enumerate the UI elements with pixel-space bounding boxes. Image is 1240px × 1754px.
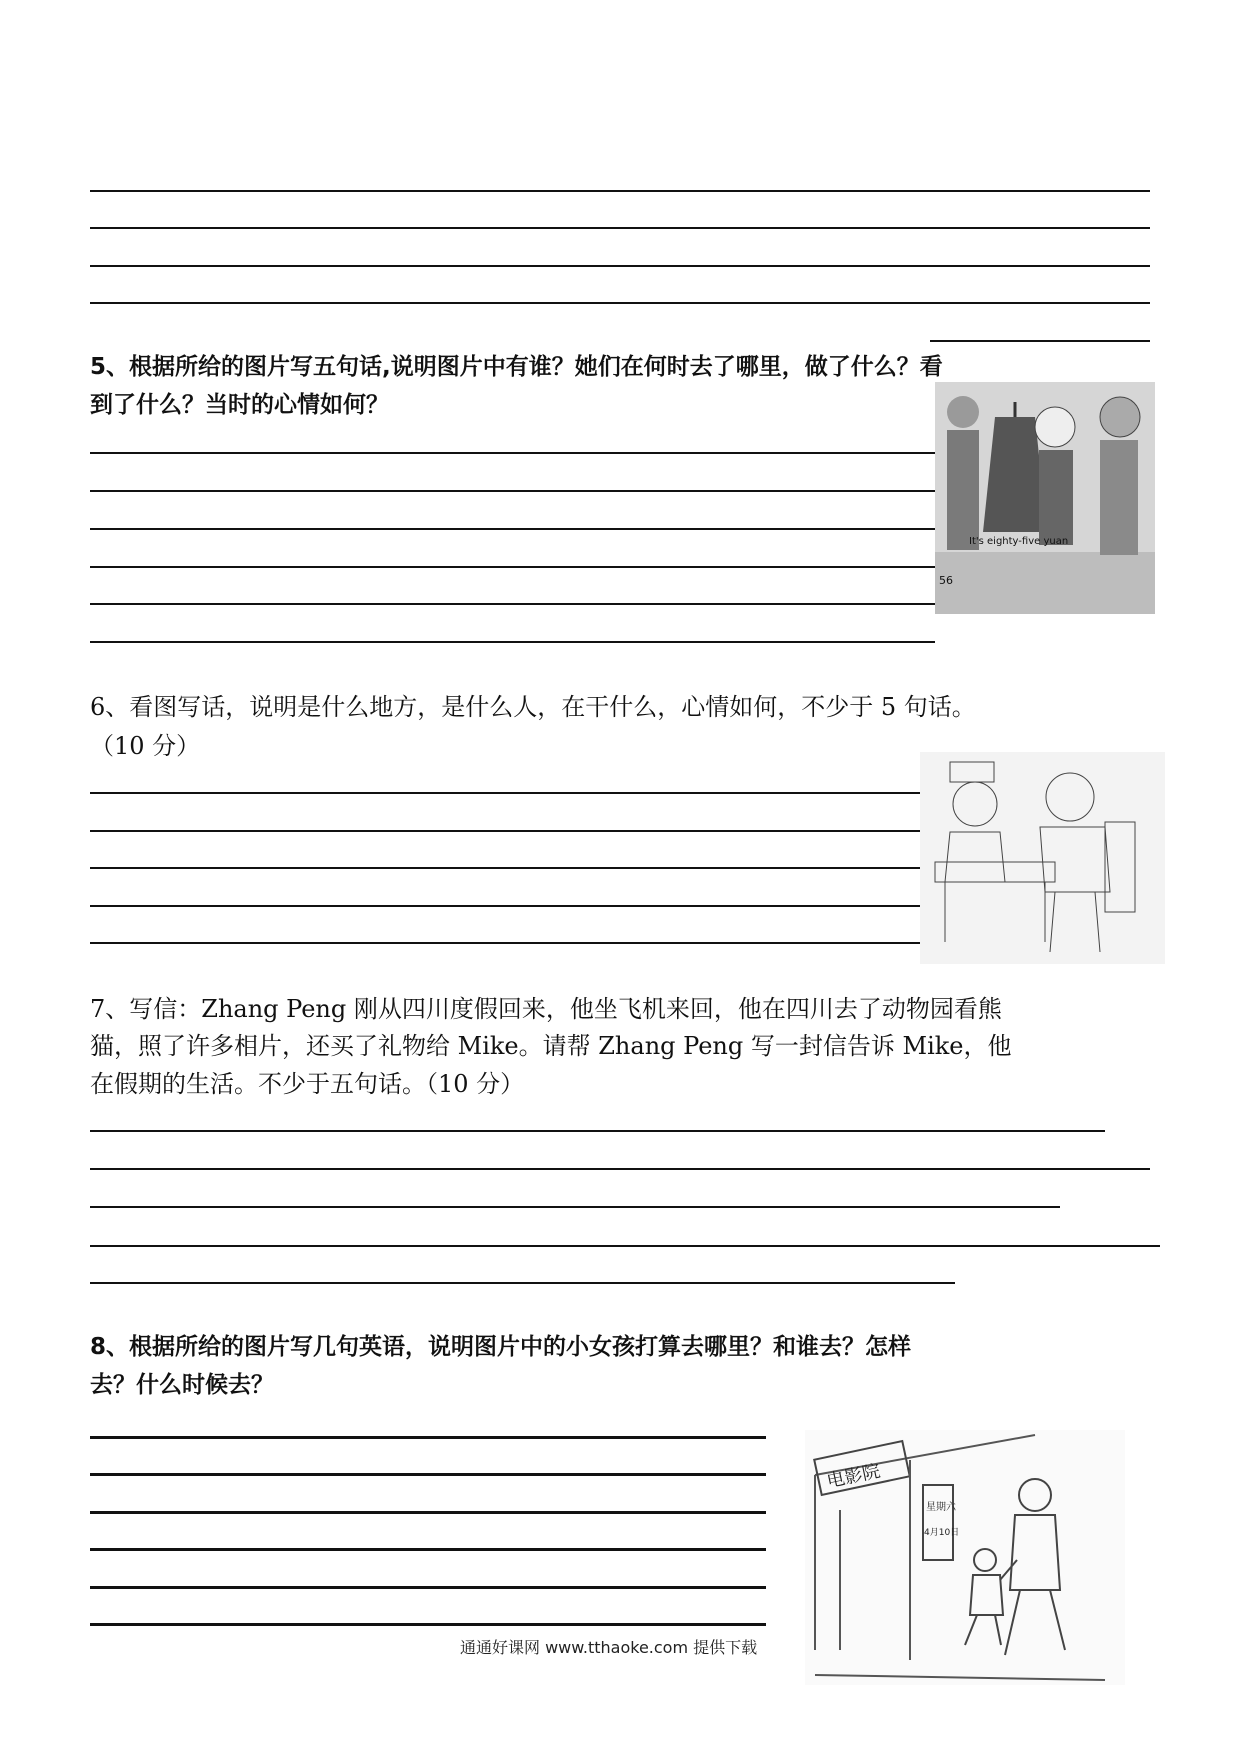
- answer-line[interactable]: [90, 265, 1150, 267]
- question-8-line1: 8、根据所给的图片写几句英语，说明图片中的小女孩打算去哪里？和谁去？怎样: [90, 1334, 912, 1360]
- shopping-illustration: [935, 382, 1155, 614]
- footer-text: 通通好课网 www.tthaoke.com 提供下载: [460, 1638, 758, 1657]
- answer-line[interactable]: [90, 1548, 766, 1551]
- answer-line[interactable]: [90, 942, 920, 944]
- answer-line[interactable]: [90, 1245, 1160, 1247]
- question-7-line3: 在假期的生活。不少于五句话。（10 分）: [90, 1070, 525, 1098]
- answer-line[interactable]: [90, 1436, 766, 1439]
- answer-line[interactable]: [90, 1206, 1060, 1208]
- answer-line[interactable]: [90, 190, 1150, 192]
- question-5-line1: 5、根据所给的图片写五句话,说明图片中有谁？她们在何时去了哪里，做了什么？看: [90, 354, 943, 380]
- answer-line[interactable]: [930, 340, 1150, 342]
- answer-line[interactable]: [90, 1473, 766, 1476]
- answer-line[interactable]: [90, 1586, 766, 1589]
- date-sign-line1: 星期六: [926, 1502, 956, 1513]
- answer-line[interactable]: [90, 1282, 955, 1284]
- answer-line[interactable]: [90, 603, 935, 605]
- answer-line[interactable]: [90, 490, 935, 492]
- answer-line[interactable]: [90, 302, 1150, 304]
- answer-line[interactable]: [90, 1623, 766, 1626]
- picture-caption: It's eighty-five yuan: [969, 536, 1069, 547]
- answer-line[interactable]: [90, 452, 935, 454]
- question-6-line2: （10 分）: [90, 732, 201, 760]
- question-5-line2: 到了什么？当时的心情如何？: [90, 392, 389, 418]
- answer-line[interactable]: [90, 641, 935, 643]
- answer-line[interactable]: [90, 1168, 1150, 1170]
- cinema-illustration: [805, 1430, 1125, 1685]
- answer-line[interactable]: [90, 528, 935, 530]
- doctor-patient-illustration: [920, 752, 1165, 964]
- question-8-line2: 去？什么时候去？: [90, 1372, 274, 1398]
- answer-line[interactable]: [90, 867, 920, 869]
- answer-line[interactable]: [90, 1511, 766, 1514]
- answer-line[interactable]: [90, 566, 935, 568]
- answer-line[interactable]: [90, 792, 920, 794]
- question-7-line2: 猫，照了许多相片，还买了礼物给 Mike。请帮 Zhang Peng 写一封信告诉 Mike，他: [90, 1032, 1012, 1060]
- answer-line[interactable]: [90, 227, 1150, 229]
- answer-line[interactable]: [90, 1130, 1105, 1132]
- answer-line[interactable]: [90, 905, 920, 907]
- question-6-line1: 6、看图写话，说明是什么地方，是什么人，在干什么，心情如何，不少于 5 句话。: [90, 693, 976, 721]
- answer-line[interactable]: [90, 830, 920, 832]
- cinema-sign: 电影院: [824, 1460, 883, 1493]
- picture-page-number: 56: [939, 574, 953, 587]
- question-7-line1: 7、写信：Zhang Peng 刚从四川度假回来，他坐飞机来回，他在四川去了动物园看熊: [90, 995, 1002, 1023]
- date-sign-line2: 4月10日: [924, 1528, 960, 1538]
